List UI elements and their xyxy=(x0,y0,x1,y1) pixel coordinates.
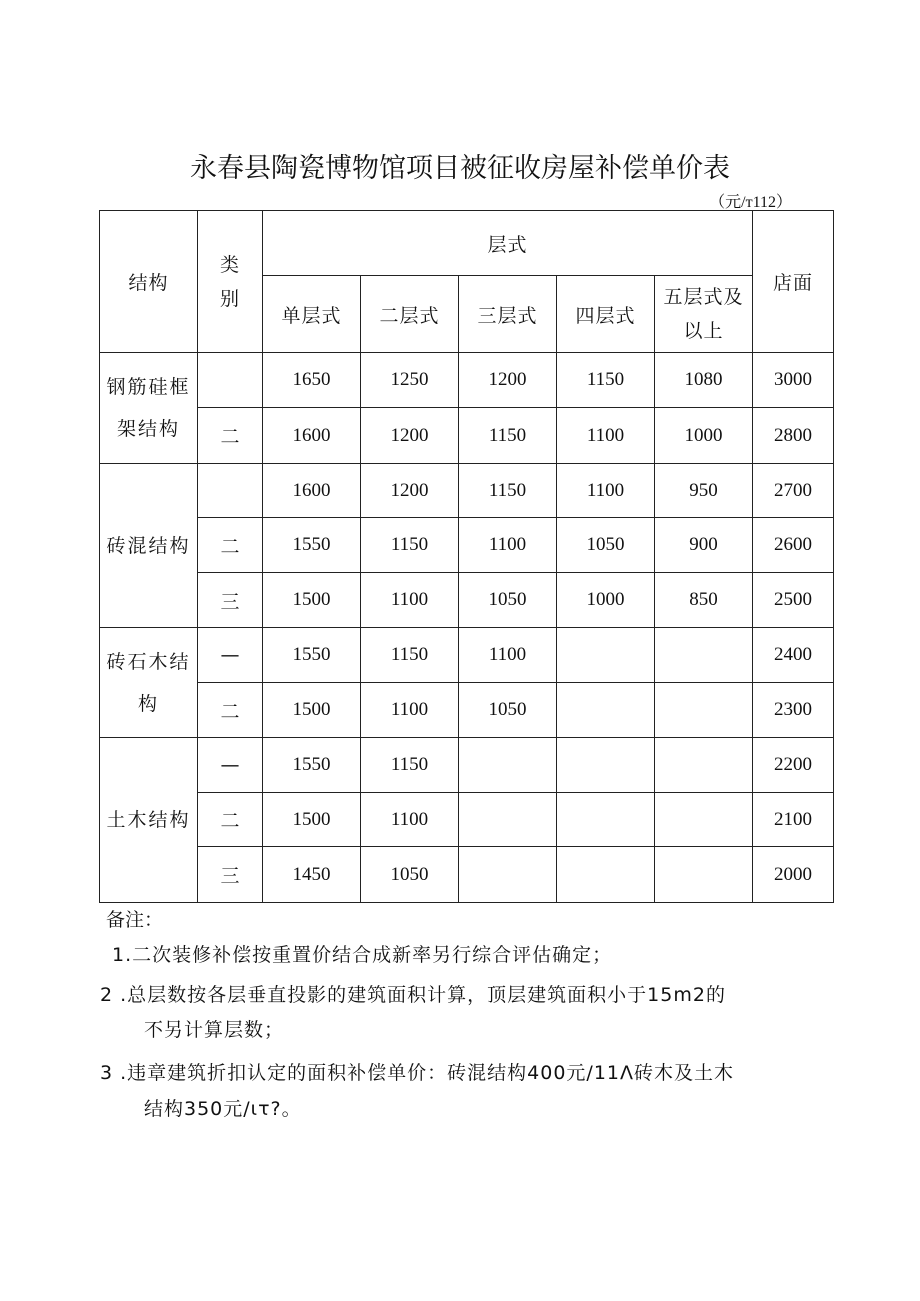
header-structure: 结构 xyxy=(100,211,198,353)
header-category-text: 类别 xyxy=(219,253,240,310)
table-row xyxy=(100,353,834,408)
header-floor-2: 二层式 xyxy=(361,276,459,353)
table-body xyxy=(100,211,834,903)
note-item-3-cont: 结构350元/ιτ?。 xyxy=(144,1098,302,1120)
structure-cell xyxy=(100,353,198,464)
category-cell: 二 xyxy=(198,518,263,573)
price-cell-floor-4: 1100 xyxy=(557,408,655,464)
price-cell-floor-2: 1050 xyxy=(361,847,459,903)
price-cell-floor-3 xyxy=(459,793,557,847)
header-floor-3: 三层式 xyxy=(459,276,557,353)
price-cell-floor-2: 1150 xyxy=(361,738,459,793)
structure-name: 土木结构 xyxy=(106,809,191,831)
category-cell: 三 xyxy=(198,847,263,903)
table-row xyxy=(100,518,834,573)
header-row-1 xyxy=(100,211,834,276)
price-cell-floor-3 xyxy=(459,738,557,793)
price-cell-floor-2: 1200 xyxy=(361,408,459,464)
price-cell-floor-5 xyxy=(655,793,753,847)
price-cell-floor-1: 1600 xyxy=(263,408,361,464)
category-cell: — xyxy=(198,628,263,683)
price-cell-floor-1: 1600 xyxy=(263,464,361,518)
category-cell: — xyxy=(198,738,263,793)
category-cell: 二 xyxy=(198,683,263,738)
price-cell-floor-5: 1000 xyxy=(655,408,753,464)
price-cell-floor-4 xyxy=(557,847,655,903)
price-cell-floor-5: 950 xyxy=(655,464,753,518)
table-row xyxy=(100,464,834,518)
table-row xyxy=(100,847,834,903)
price-cell-floor-2: 1150 xyxy=(361,628,459,683)
price-cell-floor-1: 1500 xyxy=(263,683,361,738)
header-category xyxy=(198,211,263,353)
price-cell-floor-1: 1500 xyxy=(263,793,361,847)
price-cell-floor-1: 1550 xyxy=(263,628,361,683)
price-cell-floor-2: 1250 xyxy=(361,353,459,408)
price-cell-shop: 2400 xyxy=(753,628,834,683)
price-cell-floor-1: 1550 xyxy=(263,738,361,793)
structure-cell xyxy=(100,464,198,628)
table-row xyxy=(100,628,834,683)
price-cell-floor-5: 850 xyxy=(655,573,753,628)
price-cell-floor-1: 1650 xyxy=(263,353,361,408)
price-cell-floor-4: 1050 xyxy=(557,518,655,573)
unit-label: （元/т112） xyxy=(709,194,792,211)
table-row xyxy=(100,573,834,628)
price-cell-floor-4: 1100 xyxy=(557,464,655,518)
price-cell-floor-2: 1100 xyxy=(361,683,459,738)
note-item-1: 1.二次装修补偿按重置价结合成新率另行综合评估确定； xyxy=(112,944,613,966)
price-cell-floor-3: 1050 xyxy=(459,573,557,628)
price-cell-floor-4 xyxy=(557,793,655,847)
price-cell-floor-5: 1080 xyxy=(655,353,753,408)
structure-name: 钢筋硅框架结构 xyxy=(106,376,191,440)
price-cell-floor-1: 1450 xyxy=(263,847,361,903)
price-cell-shop: 2100 xyxy=(753,793,834,847)
price-cell-floor-2: 1200 xyxy=(361,464,459,518)
header-floor-1: 单层式 xyxy=(263,276,361,353)
price-cell-floor-3 xyxy=(459,847,557,903)
table-row xyxy=(100,793,834,847)
price-cell-floor-4: 1150 xyxy=(557,353,655,408)
header-shop: 店面 xyxy=(753,211,834,353)
note-item-2-cont: 不另计算层数； xyxy=(144,1019,285,1041)
price-cell-floor-2: 1150 xyxy=(361,518,459,573)
structure-cell xyxy=(100,738,198,903)
price-cell-floor-3: 1050 xyxy=(459,683,557,738)
price-cell-floor-5 xyxy=(655,683,753,738)
price-cell-shop: 2300 xyxy=(753,683,834,738)
structure-name: 砖石木结构 xyxy=(106,650,191,715)
category-cell: 二 xyxy=(198,408,263,464)
table-row xyxy=(100,738,834,793)
header-floors-group: 层式 xyxy=(263,211,753,276)
note-item-3: 3 .违章建筑折扣认定的面积补偿单价：砖混结构400元/11Λ砖木及土木 xyxy=(100,1062,735,1084)
category-cell xyxy=(198,464,263,518)
notes-label: 备注： xyxy=(106,909,164,931)
price-cell-floor-5 xyxy=(655,628,753,683)
price-cell-floor-4 xyxy=(557,738,655,793)
price-cell-shop: 2200 xyxy=(753,738,834,793)
price-cell-floor-4 xyxy=(557,683,655,738)
price-cell-floor-1: 1500 xyxy=(263,573,361,628)
price-cell-floor-5: 900 xyxy=(655,518,753,573)
price-cell-floor-3: 1150 xyxy=(459,408,557,464)
price-cell-shop: 2700 xyxy=(753,464,834,518)
price-cell-floor-5 xyxy=(655,847,753,903)
price-cell-floor-5 xyxy=(655,738,753,793)
page-title: 永春县陶瓷博物馆项目被征收房屋补偿单价表 xyxy=(190,153,730,184)
header-floor-5-text: 五层式及以上 xyxy=(663,286,744,342)
price-cell-shop: 3000 xyxy=(753,353,834,408)
structure-cell xyxy=(100,628,198,738)
header-floor-4: 四层式 xyxy=(557,276,655,353)
note-item-2: 2 .总层数按各层垂直投影的建筑面积计算，顶层建筑面积小于15m2的 xyxy=(100,984,726,1006)
table-row xyxy=(100,683,834,738)
price-cell-floor-3: 1100 xyxy=(459,518,557,573)
compensation-price-table xyxy=(99,210,834,903)
price-cell-floor-3: 1100 xyxy=(459,628,557,683)
price-cell-floor-3: 1200 xyxy=(459,353,557,408)
category-cell xyxy=(198,353,263,408)
price-cell-floor-3: 1150 xyxy=(459,464,557,518)
price-cell-floor-2: 1100 xyxy=(361,573,459,628)
price-cell-floor-4: 1000 xyxy=(557,573,655,628)
category-cell: 三 xyxy=(198,573,263,628)
price-cell-floor-4 xyxy=(557,628,655,683)
price-cell-shop: 2600 xyxy=(753,518,834,573)
price-cell-floor-2: 1100 xyxy=(361,793,459,847)
price-cell-shop: 2500 xyxy=(753,573,834,628)
price-cell-shop: 2000 xyxy=(753,847,834,903)
structure-name: 砖混结构 xyxy=(106,534,191,557)
table-row xyxy=(100,408,834,464)
category-cell: 二 xyxy=(198,793,263,847)
price-cell-shop: 2800 xyxy=(753,408,834,464)
header-floor-5 xyxy=(655,276,753,353)
price-cell-floor-1: 1550 xyxy=(263,518,361,573)
